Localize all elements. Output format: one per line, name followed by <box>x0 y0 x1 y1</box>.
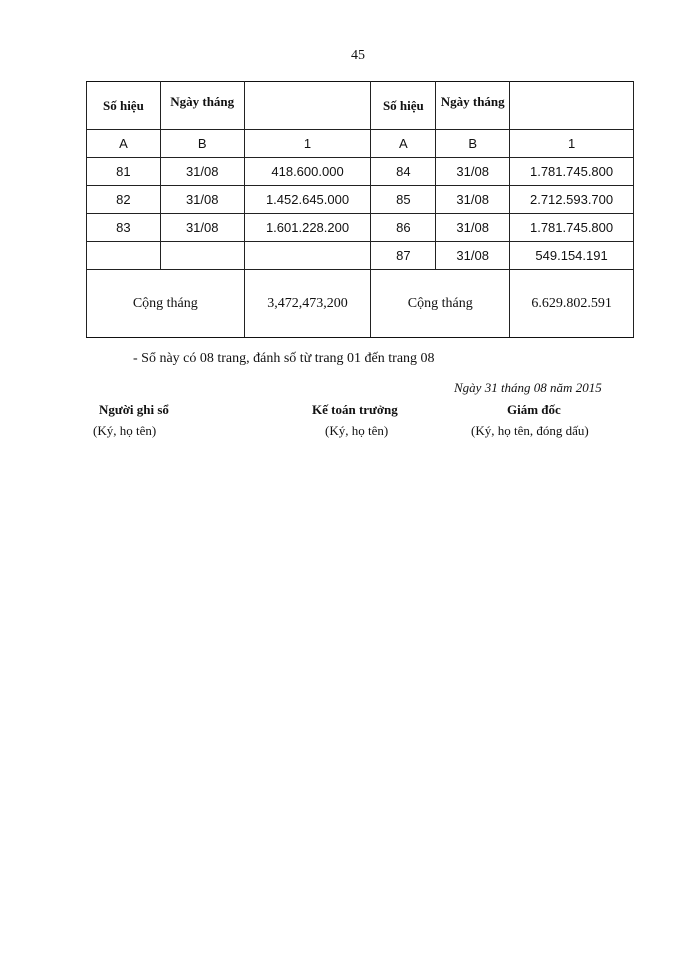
header-so-hieu-left: Số hiệu <box>87 82 161 130</box>
page-number: 45 <box>351 48 365 63</box>
so-hieu-cell: 84 <box>371 158 436 186</box>
header-so-hieu-right: Số hiệu <box>371 82 436 130</box>
ngay-cell: 31/08 <box>160 158 244 186</box>
ngay-cell <box>160 242 244 270</box>
so-hieu-cell: 85 <box>371 186 436 214</box>
total-label-left: Cộng tháng <box>87 270 245 338</box>
ngay-cell: 31/08 <box>160 186 244 214</box>
so-hieu-cell: 82 <box>87 186 161 214</box>
total-value-left: 3,472,473,200 <box>244 270 371 338</box>
signature-note-director: (Ký, họ tên, đóng dấu) <box>471 423 589 438</box>
so-hieu-cell: 87 <box>371 242 436 270</box>
value-cell: 1.601.228.200 <box>244 214 371 242</box>
header-value-right <box>510 82 634 130</box>
so-hieu-cell: 81 <box>87 158 161 186</box>
value-cell <box>244 242 371 270</box>
header-row <box>87 82 634 130</box>
so-hieu-cell <box>87 242 161 270</box>
value-cell: 1.781.745.800 <box>510 214 634 242</box>
header-ngay-thang-right: Ngày tháng <box>436 82 510 130</box>
page-count-note: - Sổ này có 08 trang, đánh số từ trang 01 đến trang 08 <box>133 351 435 366</box>
table-row <box>87 186 634 214</box>
ngay-cell: 31/08 <box>436 214 510 242</box>
header-ngay-thang-left: Ngày tháng <box>160 82 244 130</box>
signature-note-chief-accountant: (Ký, họ tên) <box>325 423 389 438</box>
column-letter: 1 <box>244 130 371 158</box>
total-value-right: 6.629.802.591 <box>510 270 634 338</box>
value-cell: 1.781.745.800 <box>510 158 634 186</box>
ngay-cell: 31/08 <box>160 214 244 242</box>
column-letter: B <box>436 130 510 158</box>
ledger-table <box>86 81 634 338</box>
signature-note-recorder: (Ký, họ tên) <box>93 423 157 438</box>
ngay-cell: 31/08 <box>436 242 510 270</box>
table-row <box>87 214 634 242</box>
ngay-cell: 31/08 <box>436 186 510 214</box>
date-line: Ngày 31 tháng 08 năm 2015 <box>454 380 602 395</box>
table-row <box>87 158 634 186</box>
table-row <box>87 242 634 270</box>
header-value-left <box>244 82 371 130</box>
ngay-cell: 31/08 <box>436 158 510 186</box>
total-label-right: Cộng tháng <box>371 270 510 338</box>
so-hieu-cell: 86 <box>371 214 436 242</box>
column-letter: A <box>87 130 161 158</box>
column-letter: 1 <box>510 130 634 158</box>
column-letter-row <box>87 130 634 158</box>
column-letter: A <box>371 130 436 158</box>
so-hieu-cell: 83 <box>87 214 161 242</box>
signature-title-chief-accountant: Kế toán trưởng <box>312 402 398 417</box>
value-cell: 418.600.000 <box>244 158 371 186</box>
total-row <box>87 270 634 338</box>
column-letter: B <box>160 130 244 158</box>
signature-title-director: Giám đốc <box>507 402 561 417</box>
signature-title-recorder: Người ghi sổ <box>99 402 169 417</box>
value-cell: 549.154.191 <box>510 242 634 270</box>
value-cell: 2.712.593.700 <box>510 186 634 214</box>
value-cell: 1.452.645.000 <box>244 186 371 214</box>
